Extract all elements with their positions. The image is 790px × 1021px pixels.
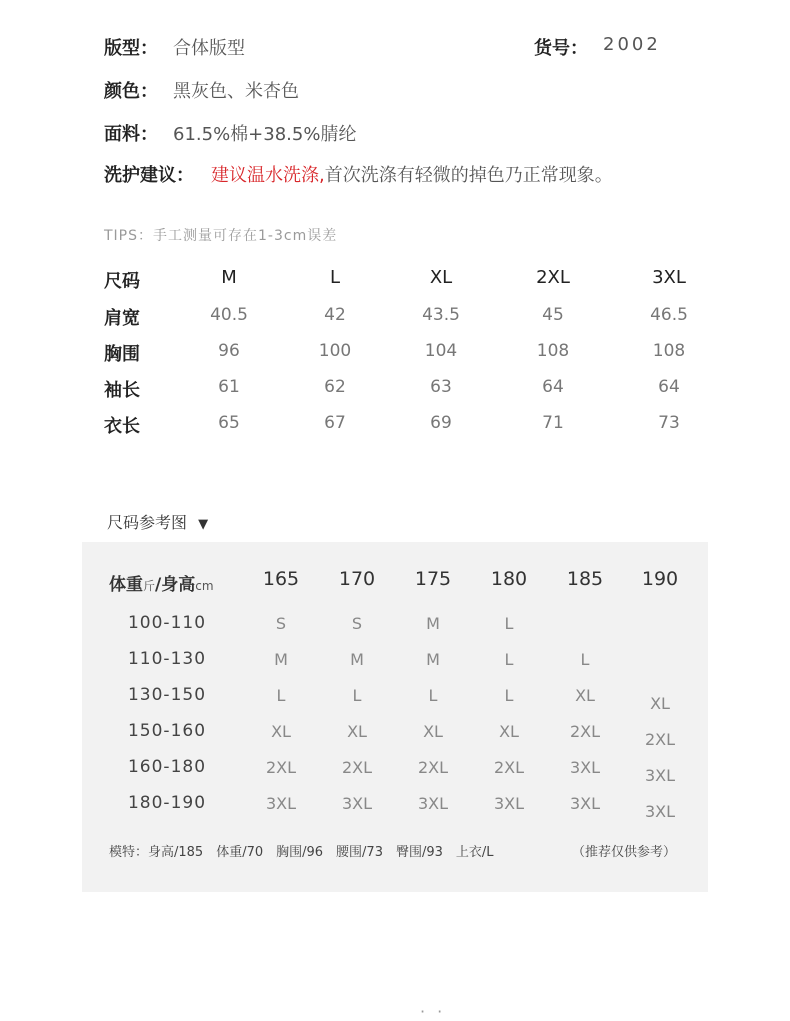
measurement-value: 64 <box>658 377 680 397</box>
recommended-size: 2XL <box>569 722 601 741</box>
recommended-size: L <box>504 614 514 633</box>
measurement-label: 肩宽 <box>104 308 140 329</box>
measurement-value: 71 <box>542 413 564 433</box>
recommended-size: M <box>426 650 440 669</box>
measurement-value: 108 <box>536 341 570 361</box>
size-column-header: 2XL <box>536 267 570 288</box>
recommended-size: M <box>426 614 440 633</box>
recommended-size: XL <box>347 722 367 741</box>
tips-text: TIPS：手工测量可存在1-3cm误差 <box>104 228 338 244</box>
fabric-label: 面料： <box>104 124 158 145</box>
height-unit: cm <box>195 579 214 593</box>
sku-label: 货号： <box>534 38 588 59</box>
measurement-value: 100 <box>318 341 352 361</box>
recommended-size: XL <box>575 686 595 705</box>
measurement-value: 46.5 <box>650 305 688 325</box>
wash-label: 洗护建议： <box>104 165 194 186</box>
style-value: 合体版型 <box>173 38 245 59</box>
recommended-size: 3XL <box>493 794 525 813</box>
measurement-value: 42 <box>324 305 346 325</box>
chevron-down-icon: ▼ <box>198 517 209 532</box>
measurement-value: 69 <box>430 413 452 433</box>
height-column-header: 175 <box>414 568 452 590</box>
weight-range-label: 160-180 <box>127 757 207 777</box>
measurement-value: 104 <box>424 341 458 361</box>
measurement-value: 108 <box>652 341 686 361</box>
weight-range-label: 110-130 <box>127 649 207 669</box>
color-value: 黑灰色、米杏色 <box>173 81 299 102</box>
height-column-header: 185 <box>566 568 604 590</box>
recommended-size: XL <box>423 722 443 741</box>
recommended-size: L <box>428 686 438 705</box>
recommended-size: 3XL <box>265 794 297 813</box>
measurement-label: 衣长 <box>104 416 140 437</box>
recommended-size: 3XL <box>644 766 676 785</box>
size-reference-title <box>107 510 208 533</box>
measurement-label: 袖长 <box>104 380 140 401</box>
height-column-header: 190 <box>641 568 679 590</box>
recommended-size: 3XL <box>341 794 373 813</box>
measurement-label: 胸围 <box>104 344 140 365</box>
height-header: /身高 <box>155 575 196 595</box>
measurement-value: 40.5 <box>210 305 248 325</box>
recommended-size: S <box>275 614 287 633</box>
measurement-value: 96 <box>218 341 240 361</box>
measurement-value: 67 <box>324 413 346 433</box>
measurement-value: 73 <box>658 413 680 433</box>
recommended-size: 3XL <box>644 802 676 821</box>
measurement-value: 63 <box>430 377 452 397</box>
measurement-value: 43.5 <box>422 305 460 325</box>
recommended-size: L <box>352 686 362 705</box>
measurement-value: 64 <box>542 377 564 397</box>
weight-height-header <box>109 570 214 595</box>
weight-unit: 斤 <box>143 579 156 593</box>
clipped-footer-text: ·· <box>420 1002 455 1021</box>
recommended-size: 2XL <box>341 758 373 777</box>
height-column-header: 180 <box>490 568 528 590</box>
weight-header: 体重 <box>109 575 143 595</box>
height-column-header: 165 <box>262 568 300 590</box>
fabric-value: 61.5%棉+38.5%腈纶 <box>173 124 357 145</box>
size-column-header: L <box>329 267 341 288</box>
recommended-size: 3XL <box>417 794 449 813</box>
size-reference-title-text: 尺码参考图 <box>107 513 188 532</box>
recommended-size: L <box>504 650 514 669</box>
recommended-size: L <box>504 686 514 705</box>
recommended-size: 2XL <box>417 758 449 777</box>
recommended-size: 2XL <box>644 730 676 749</box>
recommended-size: XL <box>650 694 670 713</box>
model-info: 模特：身高/185 体重/70 胸围/96 腰围/73 臀围/93 上衣/L <box>109 845 494 860</box>
measurement-value: 45 <box>542 305 564 325</box>
recommended-size: XL <box>271 722 291 741</box>
style-label: 版型： <box>104 38 158 59</box>
recommended-size: L <box>276 686 286 705</box>
weight-range-label: 100-110 <box>127 613 207 633</box>
wash-instructions <box>211 161 613 187</box>
height-column-header: 170 <box>338 568 376 590</box>
recommended-size: S <box>351 614 363 633</box>
recommended-size: XL <box>499 722 519 741</box>
measurement-value: 62 <box>324 377 346 397</box>
measurement-value: 65 <box>218 413 240 433</box>
size-column-header: XL <box>429 267 453 288</box>
recommended-size: M <box>274 650 288 669</box>
size-column-header: M <box>221 267 237 288</box>
measurement-value: 61 <box>218 377 240 397</box>
recommended-size: L <box>580 650 590 669</box>
reference-note: （推荐仅供参考） <box>572 845 677 860</box>
size-header-label: 尺码 <box>104 271 140 292</box>
weight-range-label: 180-190 <box>127 793 207 813</box>
recommended-size: 2XL <box>493 758 525 777</box>
weight-range-label: 150-160 <box>127 721 207 741</box>
size-column-header: 3XL <box>652 267 686 288</box>
wash-note: 首次洗涤有轻微的掉色乃正常现象。 <box>324 165 613 186</box>
color-label: 颜色： <box>104 81 158 102</box>
weight-range-label: 130-150 <box>127 685 207 705</box>
wash-highlight: 建议温水洗涤, <box>211 165 325 186</box>
recommended-size: 2XL <box>265 758 297 777</box>
recommended-size: M <box>350 650 364 669</box>
recommended-size: 3XL <box>569 794 601 813</box>
sku-value: 2002 <box>603 34 661 55</box>
recommended-size: 3XL <box>569 758 601 777</box>
